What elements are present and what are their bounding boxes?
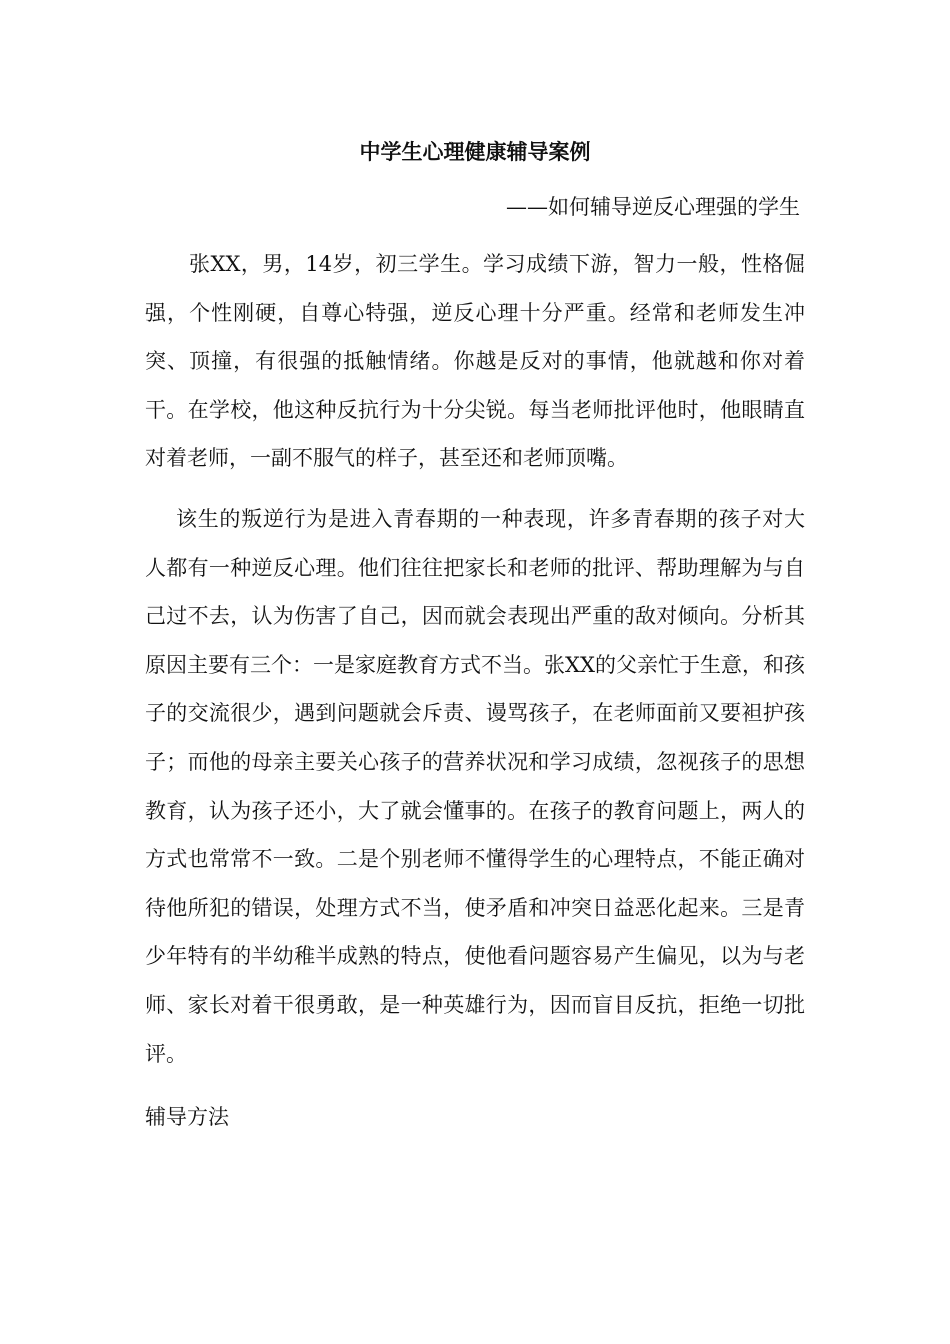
document-title: 中学生心理健康辅导案例 <box>359 139 591 164</box>
paragraph-case-analysis: 该生的叛逆行为是进入青春期的一种表现，许多青春期的孩子对大人都有一种逆反心理。他们往往把家长和老师的批评、帮助理解为与自己过不去，认为伤害了自己，因而就会表现出严重的敌对倾向。分析其原因主要有三个：一是家庭教育方式不当。张XX的父亲忙于生意，和孩子的交流很少，遇到问题就会斥责、谩骂孩子，在老师面前又要袒护孩子；而他的母亲主要关心孩子的营养状况和学习成绩，忽视孩子的思想教育，认为孩子还小，大了就会懂事的。在孩子的教育问题上，两人的方式也常常不一致。二是个别老师不懂得学生的心理特点，不能正确对待他所犯的错误，处理方式不当，使矛盾和冲突日益恶化起来。三是青少年特有的半幼稚半成熟的特点，使他看问题容易产生偏见，以为与老师、家长对着干很勇敢，是一种英雄行为，因而盲目反抗，拒绝一切批评。 <box>145 507 805 1066</box>
paragraph-case-description: 张XX，男，14岁，初三学生。学习成绩下游，智力一般，性格倔强，个性刚硬，自尊心特强，逆反心理十分严重。经常和老师发生冲突、顶撞，有很强的抵触情绪。你越是反对的事情，他就越和你对着干。在学校，他这种反抗行为十分尖锐。每当老师批评他时，他眼睛直对着老师，一副不服气的样子，甚至还和老师顶嘴。 <box>145 252 805 471</box>
section-heading-methods: 辅导方法 <box>145 1105 229 1129</box>
document-subtitle: ——如何辅导逆反心理强的学生 <box>506 195 800 219</box>
